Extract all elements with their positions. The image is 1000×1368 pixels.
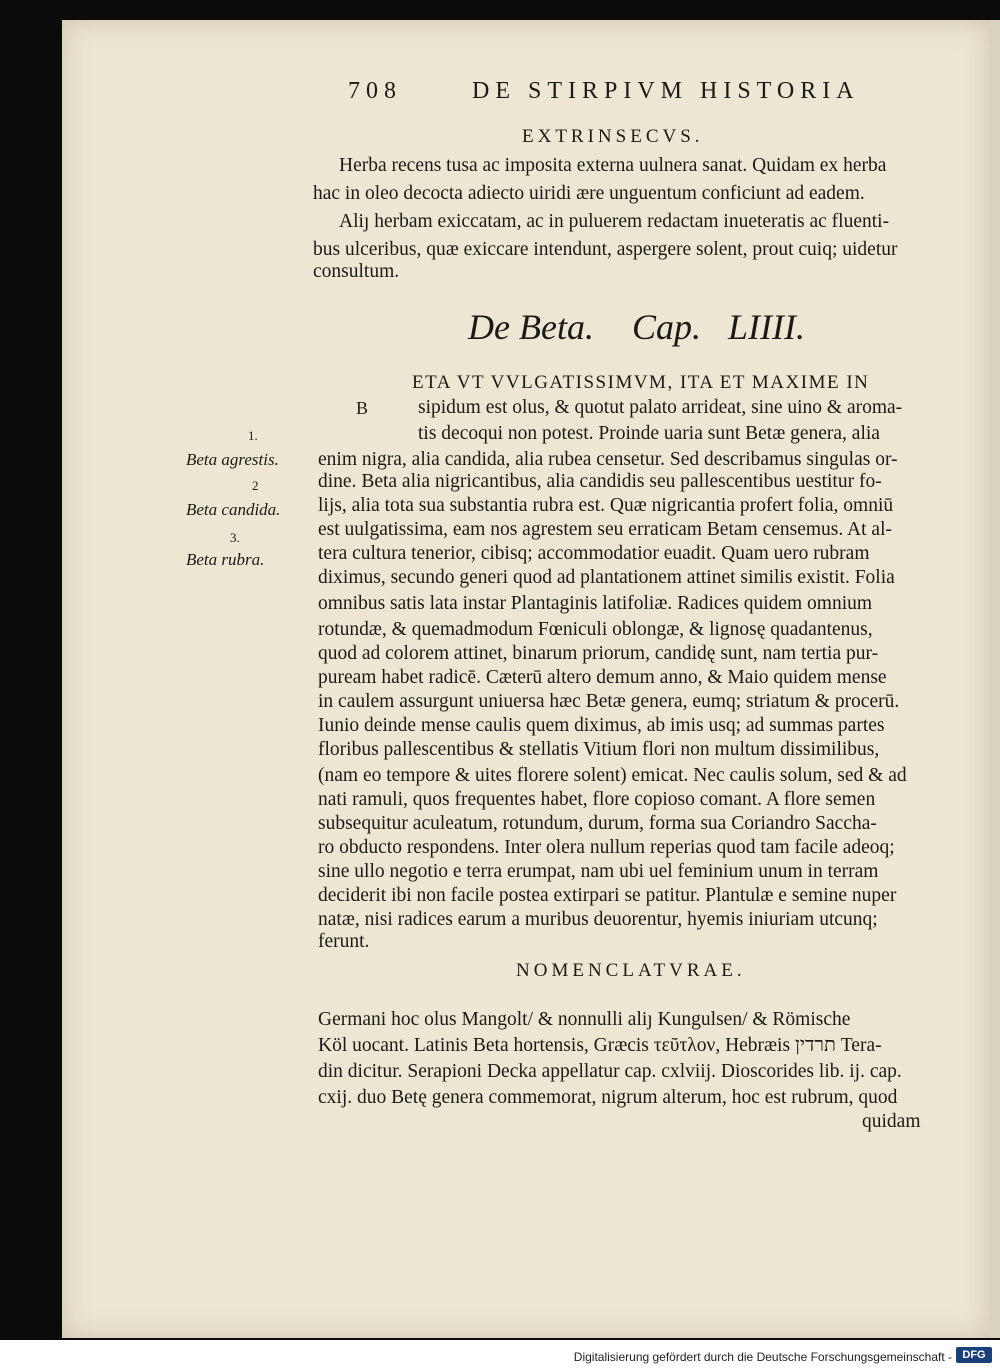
opening-caps-line: ETA VT VVLGATISSIMVM, ITA ET MAXIME IN <box>412 372 870 393</box>
text-line: in caulem assurgunt uniuersa hæc Betæ genera, eumq; striatum & procerū. <box>318 691 900 712</box>
text-line: ferunt. <box>318 931 370 952</box>
text-line: Germani hoc olus Mangolt/ & nonnulli aliȷ Kungulsen/ & Römische <box>318 1009 851 1030</box>
text-line: sine ullo negotio e terra erumpat, nam ubi uel feminium unum in terram <box>318 861 879 882</box>
margin-number: 3. <box>230 530 240 545</box>
text-line: tera cultura tenerior, cibisq; accommodatior euadit. Quam uero rubram <box>318 543 870 564</box>
text-line: hac in oleo decocta adiecto uiridi ære unguentum conficiunt ad eadem. <box>313 183 865 204</box>
initial-letter: B <box>356 398 369 418</box>
chapter-cap-label: Cap. <box>632 307 702 347</box>
text-line: deciderit ibi non facile postea extirpari se patitur. Plantulæ e semine nuper <box>318 885 897 906</box>
text-line: dine. Beta alia nigricantibus, alia candidis seu pallescentibus uestitur fo- <box>318 471 882 492</box>
text-line: omnibus satis lata instar Plantaginis latifoliæ. Radices quidem omnium <box>318 593 873 614</box>
text-line: din dicitur. Serapioni Decka appellatur cap. cxlviij. Dioscorides lib. ij. cap. <box>318 1061 902 1082</box>
running-title: DE STIRPIVM HISTORIA <box>472 78 860 104</box>
chapter-title: De Beta. <box>468 307 594 347</box>
footer-credit: Digitalisierung gefördert durch die Deutsche Forschungsgemeinschaft - <box>573 1350 952 1364</box>
text-line: natæ, nisi radices earum a muribus deuorentur, hyemis iniuriam utcunq; <box>318 909 878 930</box>
chapter-number: LIIII. <box>728 307 805 347</box>
text-line: ro obducto respondens. Inter olera nullum reperias quod tam facile adeoq; <box>318 837 895 858</box>
text-line: enim nigra, alia candida, alia rubea censetur. Sed describamus singulas or- <box>318 449 898 470</box>
text-line: diximus, secundo generi quod ad plantationem attinet similis existit. Folia <box>318 567 895 588</box>
section-heading-extrinsecus: EXTRINSECVS. <box>522 126 704 147</box>
margin-number: 2 <box>252 478 259 493</box>
text-line: bus ulceribus, quæ exiccare intendunt, aspergere solent, prout cuiq; uidetur <box>313 239 898 260</box>
catchword: quidam <box>862 1111 921 1132</box>
margin-number: 1. <box>248 428 258 443</box>
text-line: nati ramuli, quos frequentes habet, flore copioso comant. A flore semen <box>318 789 876 810</box>
text-line: floribus pallescentibus & stellatis Vitium flori non multum dissimilibus, <box>318 739 880 760</box>
text-line: lijs, alia tota sua substantia rubra est. Quæ nigricantia profert folia, omniū <box>318 495 894 516</box>
text-line: cxij. duo Betę genera commemorat, nigrum alterum, hoc est rubrum, quod <box>318 1087 898 1108</box>
dfg-logo: DFG <box>956 1347 992 1363</box>
page-number: 708 <box>348 78 402 104</box>
text-line: subsequitur aculeatum, rotundum, durum, forma sua Coriandro Saccha- <box>318 813 877 834</box>
text-line: consultum. <box>313 261 400 282</box>
text-line: (nam eo tempore & uites florere solent) emicat. Nec caulis solum, sed & ad <box>318 765 907 786</box>
text-line: quod ad colorem attinet, binarum priorum, candidę sunt, nam tertia pur- <box>318 643 879 664</box>
text-line: Iunio deinde mense caulis quem diximus, ab imis usq; ad summas partes <box>318 715 885 736</box>
text-line: Köl uocant. Latinis Beta hortensis, Græcis τεῦτλον, Hebræis תרדין Tera- <box>318 1035 882 1056</box>
margin-note: Beta rubra. <box>186 550 265 569</box>
text-line: puream habet radicē. Cæterū altero demum anno, & Maio quidem mense <box>318 667 887 688</box>
text-line: Aliȷ herbam exiccatam, ac in puluerem redactam inueteratis ac fluenti- <box>339 211 890 232</box>
text-line: tis decoqui non potest. Proinde uaria sunt Betæ genera, alia <box>418 423 880 444</box>
text-line: sipidum est olus, & quotut palato arrideat, sine uino & aroma- <box>418 397 903 418</box>
text-line: rotundæ, & quemadmodum Fœniculi oblongæ, & lignosę quadantenus, <box>318 619 873 640</box>
page-spine-edge <box>990 20 1000 1338</box>
margin-note: Beta agrestis. <box>186 450 279 469</box>
text-line: est uulgatissima, eam nos agrestem seu erraticam Betam censemus. At al- <box>318 519 892 540</box>
text-line: Herba recens tusa ac imposita externa uulnera sanat. Quidam ex herba <box>339 155 887 176</box>
margin-note: Beta candida. <box>186 500 281 519</box>
section-heading-nomenclaturae: NOMENCLATVRAE. <box>516 960 746 981</box>
